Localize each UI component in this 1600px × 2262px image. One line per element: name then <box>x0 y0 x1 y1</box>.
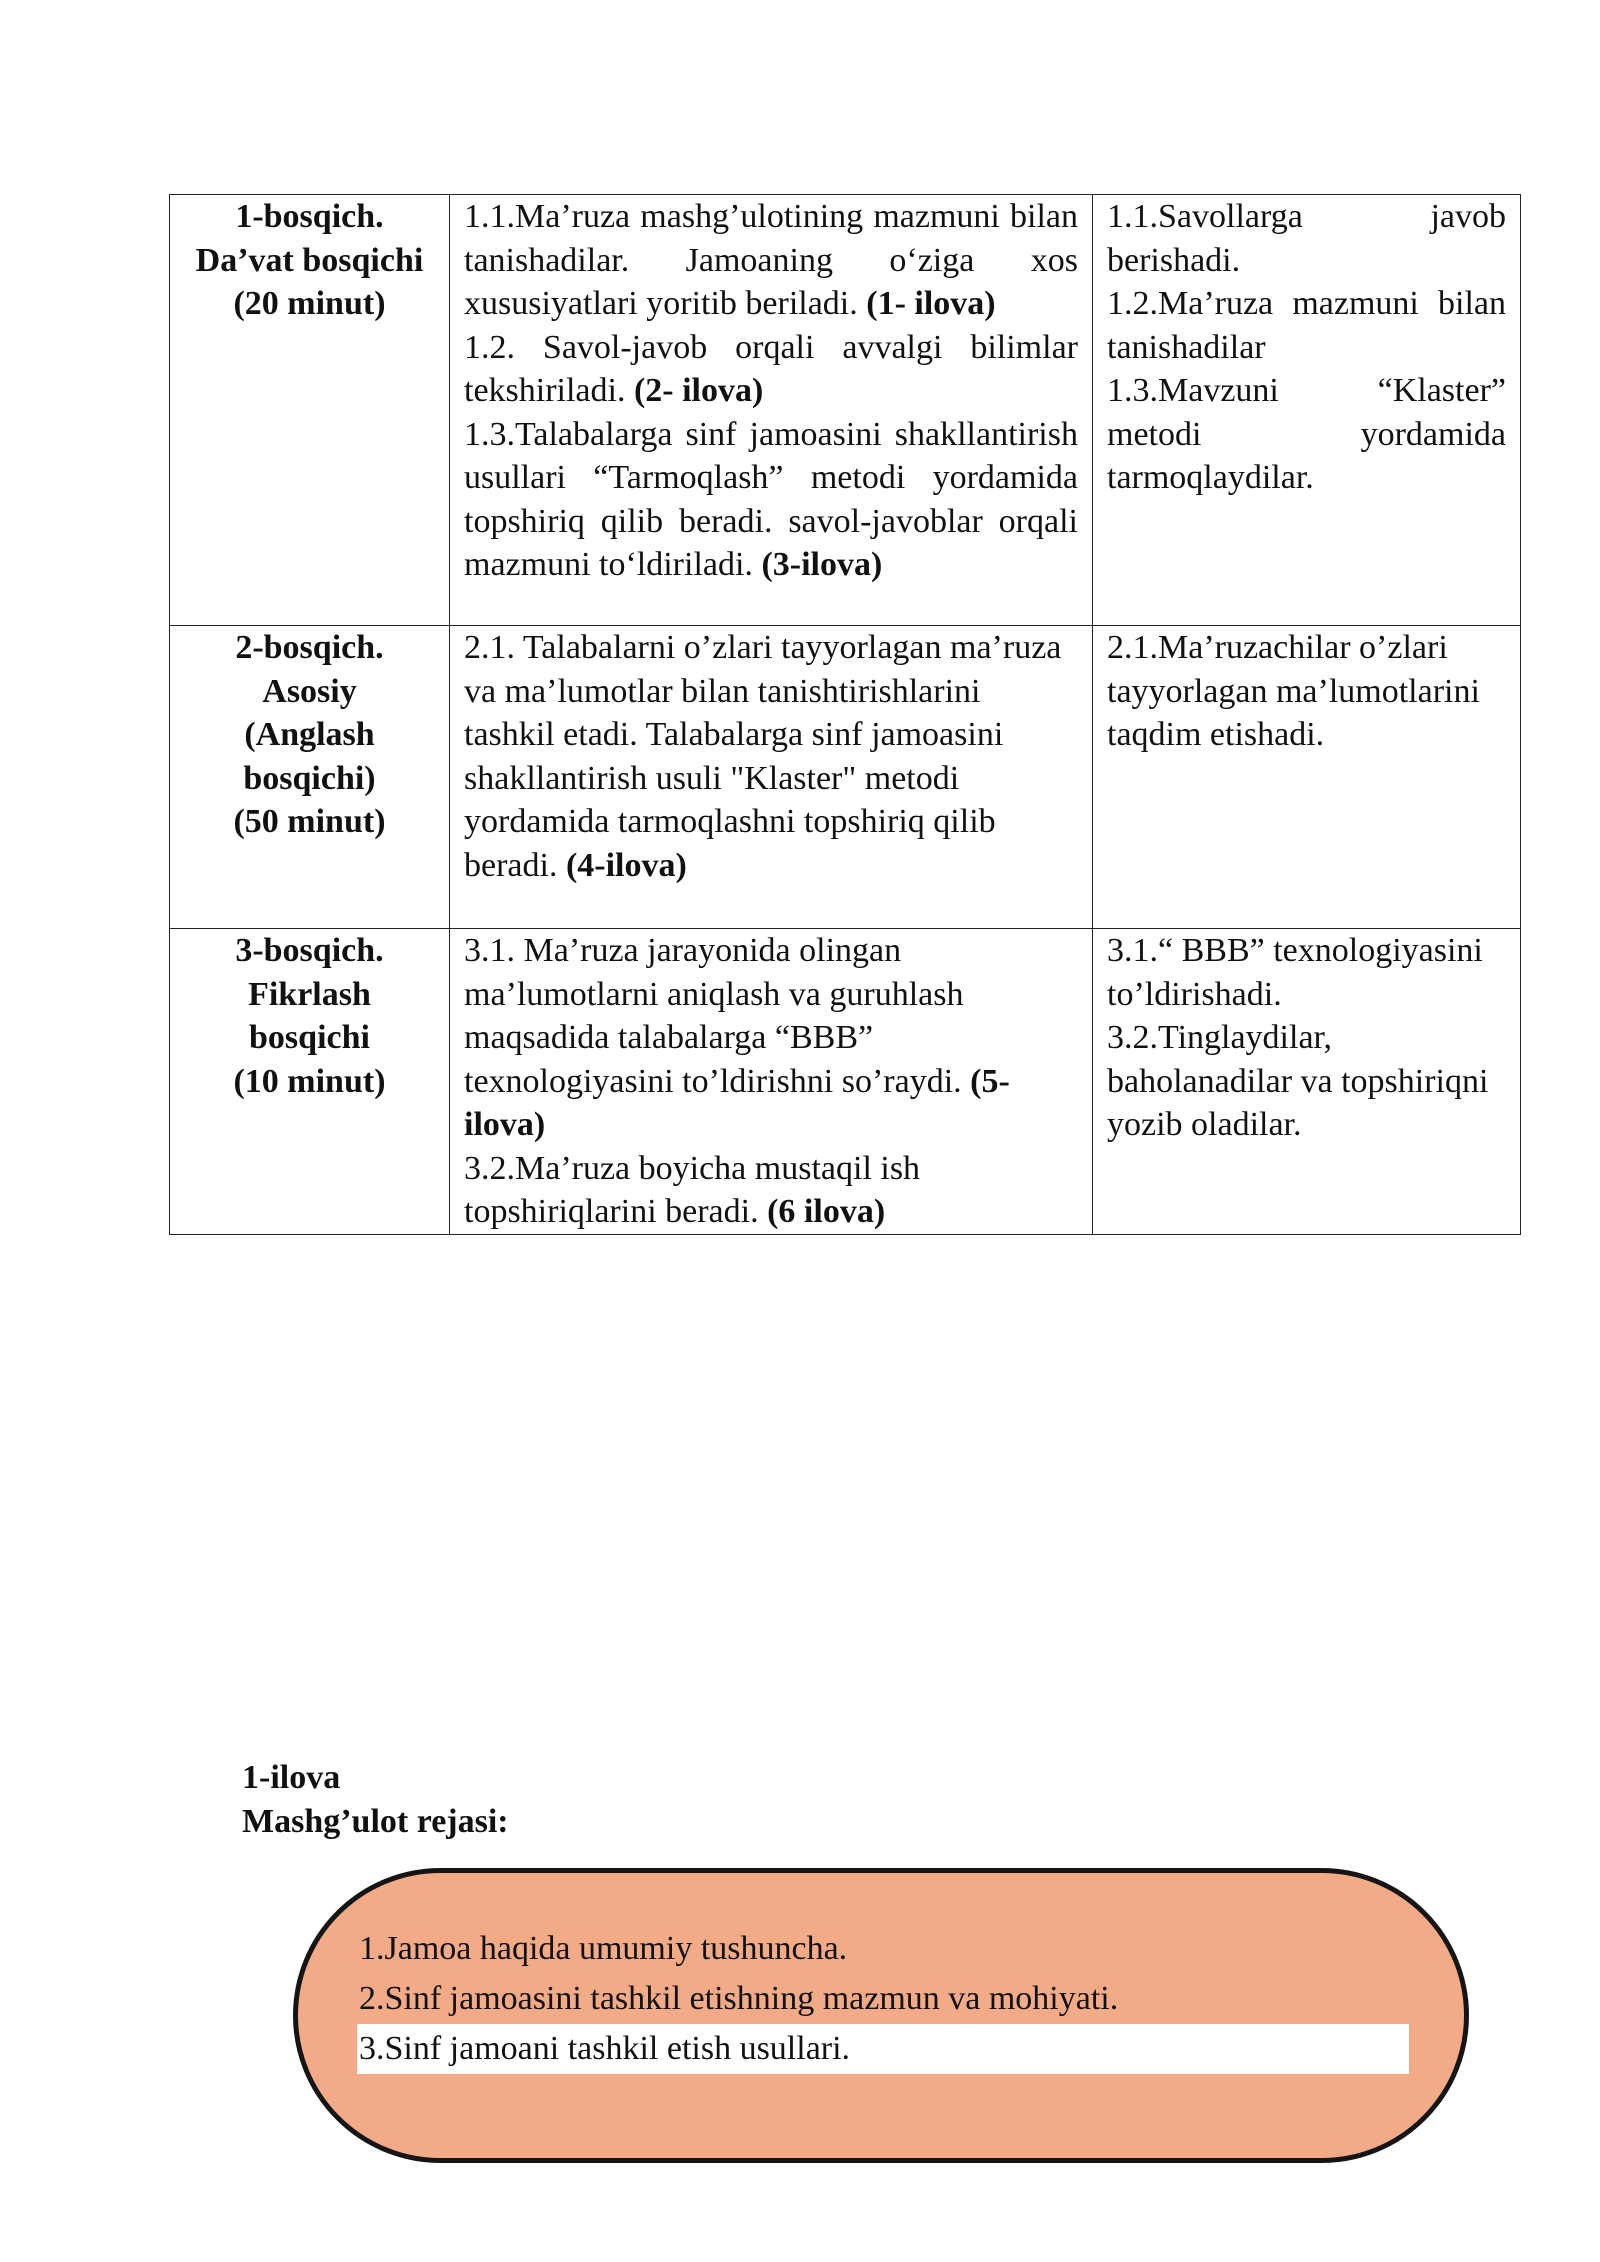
teacher-activity-cell <box>450 195 1093 626</box>
appendix-title: Mashg’ulot rejasi: <box>242 1803 509 1840</box>
student-activity-cell <box>1093 929 1521 1235</box>
stage-line: (50 minut) <box>233 803 386 840</box>
activity-paragraph: 3.2.Ma’ruza boyicha mustaqil ish topshiriqlarini beradi. (6 ilova) <box>464 1149 921 1230</box>
appendix-ref: (1- ilova) <box>866 285 996 322</box>
stage-line: (20 minut) <box>233 285 386 322</box>
activity-paragraph: 3.2.Tinglaydilar, baholanadilar va topshiriqni yozib oladilar. <box>1107 1019 1489 1143</box>
stage-line: Fikrlash <box>248 975 371 1013</box>
student-activity-cell <box>1093 195 1521 626</box>
activity-paragraph: 1.3.Mavzuni “Klaster” metodi yordamida tarmoqlaydilar. <box>1107 372 1506 496</box>
appendix-label: 1-ilova <box>242 1759 341 1796</box>
stage-cell <box>170 195 450 626</box>
list-item: 3.Sinf jamoani tashkil etish usullari. <box>357 2024 1409 2074</box>
stage-line: 1-bosqich. <box>235 198 384 235</box>
table-row <box>170 626 1521 929</box>
table-row <box>170 929 1521 1235</box>
lesson-plan-table <box>169 194 1521 1235</box>
appendix-ref: (5-ilova) <box>464 1062 1010 1143</box>
stage-line: bosqichi) <box>243 759 376 797</box>
appendix-ref: (4-ilova) <box>565 846 687 884</box>
teacher-activity-cell <box>450 929 1093 1235</box>
activity-paragraph: 3.1.“ BBB” texnologiyasini to’ldirishadi. <box>1107 932 1483 1013</box>
appendix-ref: (6 ilova) <box>767 1193 886 1230</box>
lesson-plan-list <box>357 1924 1409 2074</box>
activity-paragraph: 1.1.Ma’ruza mashg’ulotining mazmuni bilan tanishadilar. Jamoaning o‘ziga xos xususiyatlari yoritib beriladi. (1- ilova) <box>464 198 1078 322</box>
student-activity-cell <box>1093 626 1521 929</box>
activity-paragraph: 1.2. Savol-javob orqali avvalgi bilimlar tekshiriladi. (2- ilova) <box>464 328 1078 409</box>
stage-line: (Anglash <box>244 716 375 753</box>
stage-line: Da’vat bosqichi <box>195 241 424 279</box>
teacher-activity-cell <box>450 626 1093 929</box>
activity-paragraph: 2.1. Talabalarni o’zlari tayyorlagan ma’ruza va ma’lumotlar bilan tanishtirishlarini tashkil etadi. Talabalarga sinf jamoasini shakllantirish usuli "Klaster" metodi yordamida tarmoqlashni topshiriq qilib beradi. (4-ilova) <box>464 629 1062 884</box>
activity-paragraph: 3.1. Ma’ruza jarayonida olingan ma’lumotlarni aniqlash va guruhlash maqsadida talabalarga “BBB” texnologiyasini to’ldirishni so’raydi. (5-ilova) <box>464 932 1010 1143</box>
stage-cell <box>170 626 450 929</box>
stage-cell <box>170 929 450 1235</box>
activity-paragraph: 1.1.Savollarga javob berishadi. <box>1107 198 1506 279</box>
stage-line: 3-bosqich. <box>235 932 384 969</box>
activity-paragraph: 1.3.Talabalarga sinf jamoasini shakllantirish usullari “Tarmoqlash” metodi yordamida topshiriq qilib beradi. savol-javoblar orqali mazmuni to‘ldiriladi. (3-ilova) <box>464 415 1078 583</box>
list-item: 1.Jamoa haqida umumiy tushuncha. <box>359 1930 848 1967</box>
appendix-ref: (2- ilova) <box>633 372 764 409</box>
table-row <box>170 195 1521 626</box>
stage-line: Asosiy <box>262 672 357 710</box>
list-item: 2.Sinf jamoasini tashkil etishning mazmun va mohiyati. <box>359 1980 1119 2017</box>
stage-line: (10 minut) <box>233 1062 386 1100</box>
appendix-ref: (3-ilova) <box>761 546 883 583</box>
stage-line: 2-bosqich. <box>235 629 384 666</box>
activity-paragraph: 2.1.Ma’ruzachilar o’zlari tayyorlagan ma’lumotlarini taqdim etishadi. <box>1107 629 1480 753</box>
activity-paragraph: 1.2.Ma’ruza mazmuni bilan tanishadilar <box>1107 285 1506 366</box>
stage-line: bosqichi <box>249 1019 370 1056</box>
